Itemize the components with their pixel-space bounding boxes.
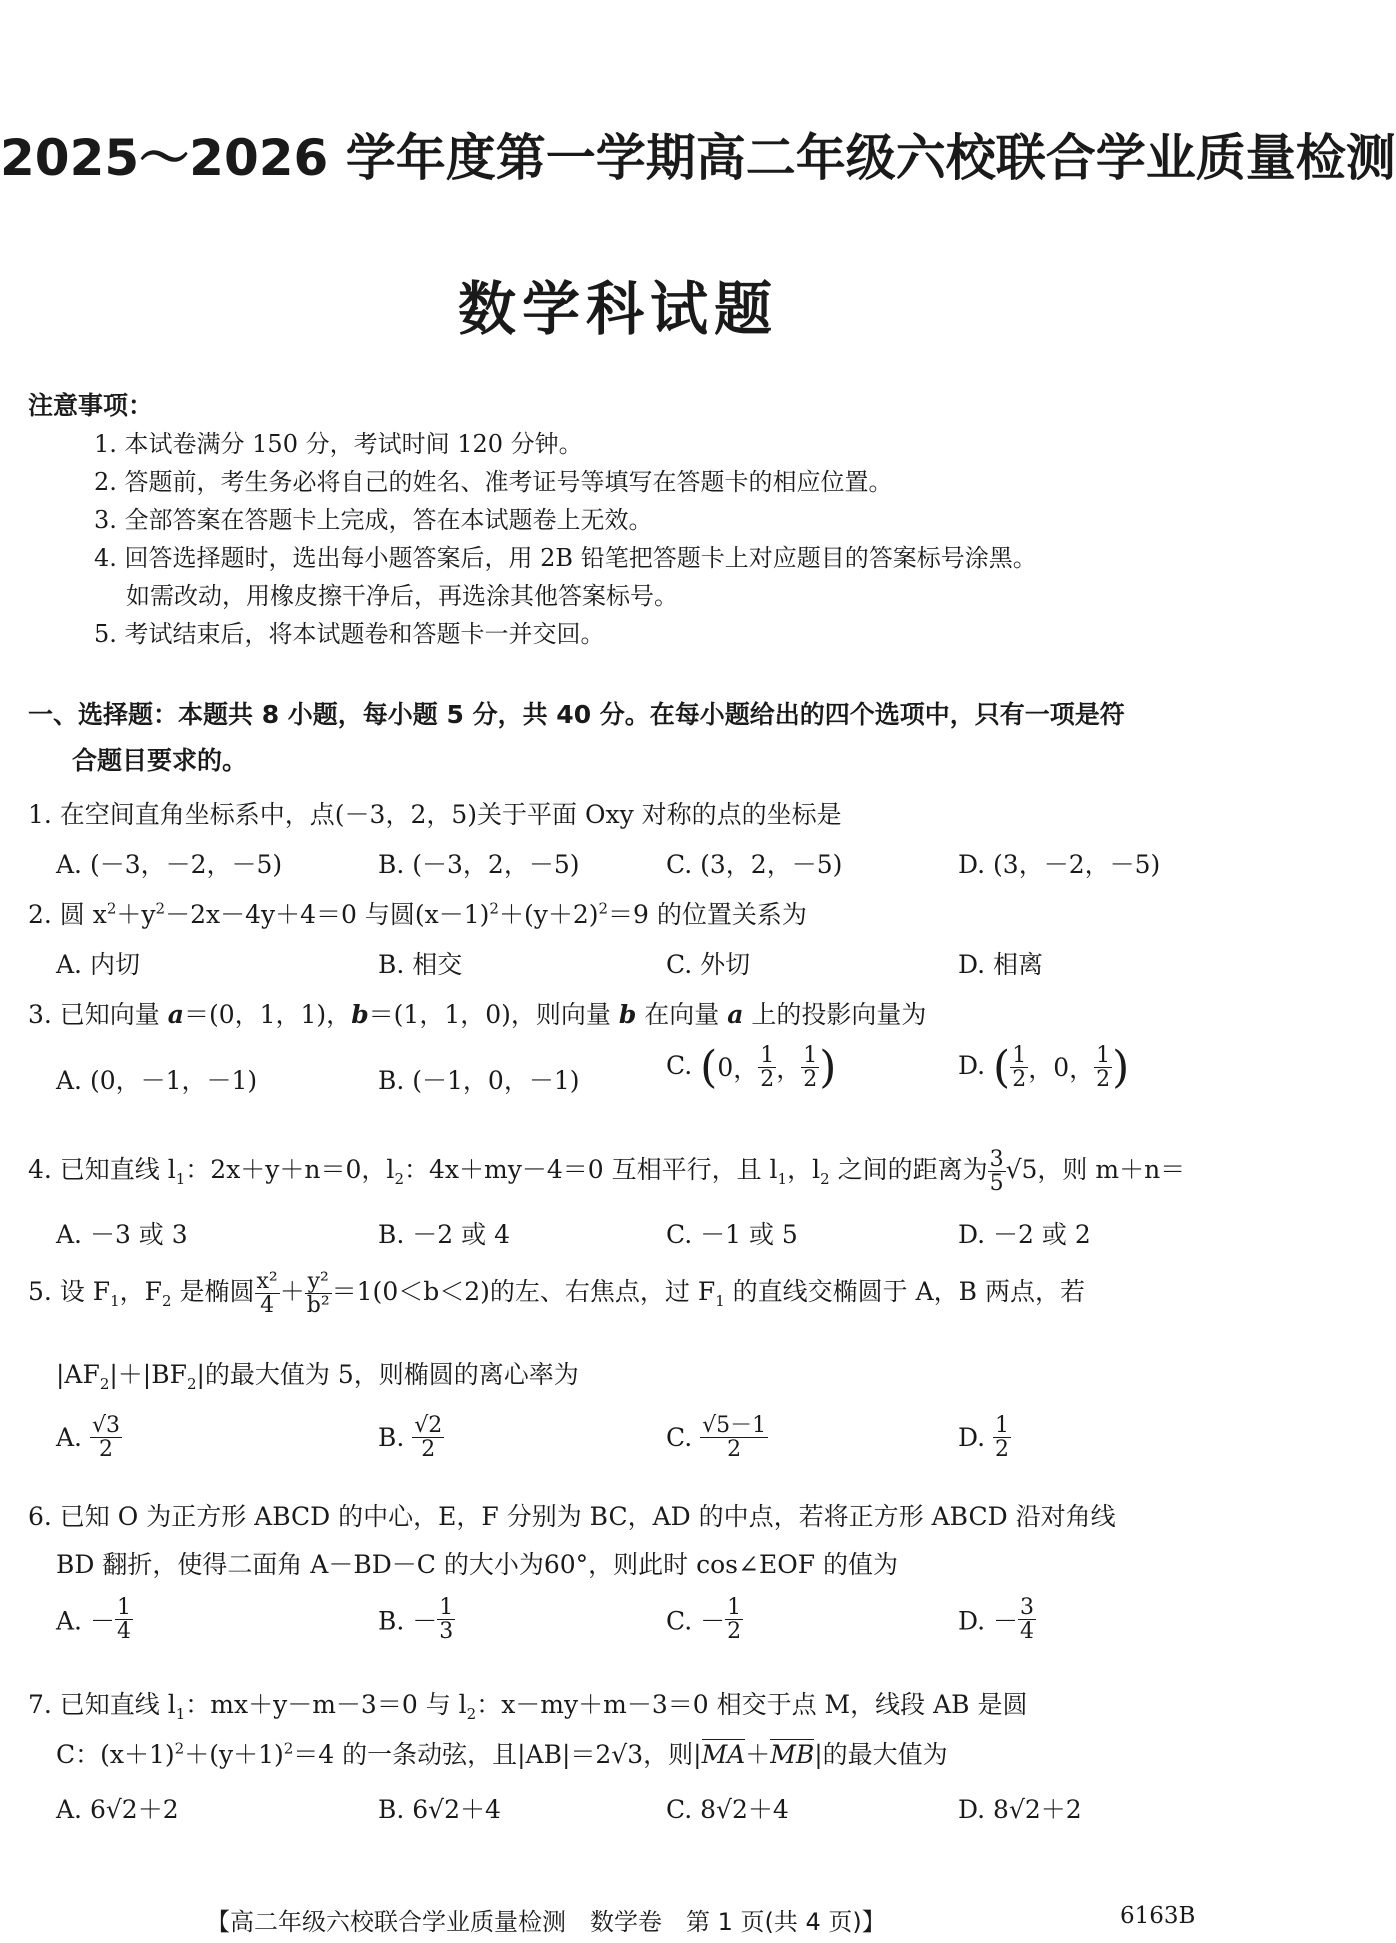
question-6-option-d bbox=[958, 1596, 1036, 1643]
question-3-option-d bbox=[958, 1042, 1129, 1093]
numerator: √2 bbox=[414, 1413, 443, 1438]
exam-subtitle: 数学科试题 bbox=[457, 275, 778, 343]
superscript: 2 bbox=[174, 1739, 185, 1758]
question-6-option-b bbox=[378, 1596, 455, 1643]
notice-item-4-continued: 如需改动，用橡皮擦干净后，再选涂其他答案标号。 bbox=[126, 582, 678, 610]
plus: ＋ bbox=[745, 1740, 771, 1769]
q4-part: √5，则 m＋n＝ bbox=[1005, 1155, 1186, 1185]
vector-b: b bbox=[351, 1000, 369, 1029]
fraction bbox=[993, 1414, 1011, 1461]
q5-part: 5. 设 F bbox=[28, 1277, 111, 1307]
vector-a: a bbox=[727, 1000, 744, 1029]
option-label: D. － bbox=[958, 1606, 1019, 1636]
numerator: y² bbox=[305, 1270, 332, 1294]
numerator: 1 bbox=[995, 1413, 1010, 1438]
fraction bbox=[255, 1270, 280, 1317]
question-7-option-a: A. 6√2＋2 bbox=[56, 1795, 179, 1824]
q5-part: 的直线交椭圆于 A，B 两点，若 bbox=[724, 1277, 1086, 1307]
q3-part: ＝(1，1，0)，则向量 bbox=[368, 1000, 619, 1029]
q2-part: ＋(y＋2) bbox=[498, 900, 599, 929]
option-label: D. bbox=[958, 1423, 994, 1453]
question-7-stem-cont bbox=[56, 1735, 948, 1771]
value: 0 bbox=[1053, 1053, 1070, 1082]
subscript: 2 bbox=[162, 1292, 172, 1311]
q3-part: 上的投影向量为 bbox=[743, 1000, 927, 1029]
fraction bbox=[115, 1596, 133, 1643]
denominator: 5 bbox=[989, 1171, 1004, 1197]
q5-part: |的最大值为 5，则椭圆的离心率为 bbox=[196, 1360, 579, 1389]
paren: ) bbox=[819, 1042, 837, 1093]
vector-mb: MB bbox=[770, 1740, 815, 1769]
question-5-stem bbox=[28, 1270, 1085, 1317]
question-1-option-c: C. (3，2，－5) bbox=[666, 850, 843, 879]
q4-part: 4. 已知直线 l bbox=[28, 1155, 176, 1185]
subscript: 2 bbox=[466, 1705, 477, 1723]
numerator: 1 bbox=[803, 1042, 818, 1068]
question-6-option-c bbox=[666, 1596, 743, 1643]
denominator: 2 bbox=[803, 1067, 818, 1092]
q5-part: 是椭圆 bbox=[171, 1277, 255, 1307]
denominator: 2 bbox=[727, 1619, 742, 1645]
denominator: 2 bbox=[421, 1437, 436, 1463]
question-2-option-d: D. 相离 bbox=[958, 950, 1044, 979]
q7-part: ＝4 的一条动弦，且|AB|＝2√3，则| bbox=[293, 1740, 702, 1769]
denominator: 4 bbox=[116, 1619, 131, 1645]
paper-code: 6163B bbox=[1120, 1903, 1196, 1929]
fraction bbox=[725, 1596, 743, 1643]
fraction bbox=[1094, 1044, 1112, 1091]
question-3-option-a: A. (0，－1，－1) bbox=[56, 1066, 258, 1095]
option-label: D. bbox=[958, 1051, 994, 1080]
option-label: B. － bbox=[378, 1606, 438, 1636]
paren: ( bbox=[993, 1042, 1011, 1093]
question-5-option-c bbox=[666, 1414, 768, 1461]
q3-part: ＝(0，1，1)， bbox=[183, 1000, 352, 1029]
paren: ) bbox=[1112, 1042, 1130, 1093]
fraction bbox=[1018, 1596, 1036, 1643]
q2-sup: 2 bbox=[155, 899, 166, 918]
notice-heading: 注意事项： bbox=[28, 391, 154, 420]
option-label: C. bbox=[666, 1051, 701, 1080]
vector-a: a bbox=[167, 1000, 184, 1029]
q5-part: ＝1(0＜b＜2)的左、右焦点，过 F bbox=[331, 1277, 716, 1307]
numerator: x² bbox=[256, 1269, 278, 1294]
numerator: 1 bbox=[116, 1595, 131, 1620]
subscript: 1 bbox=[777, 1170, 788, 1189]
subscript: 2 bbox=[394, 1170, 404, 1189]
q5-part: ＋ bbox=[279, 1277, 305, 1307]
denominator: 2 bbox=[1012, 1067, 1027, 1092]
q4-part: ：4x＋my－4＝0 互相平行，且 l bbox=[403, 1155, 778, 1185]
superscript: 2 bbox=[283, 1739, 294, 1758]
exam-title: 2025～2026 学年度第一学期高二年级六校联合学业质量检测 bbox=[0, 129, 1396, 187]
comma: ， bbox=[776, 1054, 802, 1084]
q3-part: 在向量 bbox=[636, 1000, 728, 1029]
paren: ( bbox=[700, 1042, 718, 1093]
question-6-stem-cont: BD 翻折，使得二面角 A－BD－C 的大小为60°，则此时 cos∠EOF 的值为 bbox=[56, 1550, 898, 1579]
q2-part: 2. 圆 x bbox=[28, 900, 107, 929]
question-1-option-a: A. (－3，－2，－5) bbox=[56, 850, 283, 879]
q4-part: ：2x＋y＋n＝0，l bbox=[185, 1155, 395, 1185]
numerator: 3 bbox=[1020, 1595, 1035, 1620]
question-1-option-b: B. (－3，2，－5) bbox=[378, 850, 580, 879]
question-3-stem bbox=[28, 995, 926, 1031]
question-5-option-b bbox=[378, 1414, 444, 1461]
question-5-stem-cont bbox=[56, 1355, 579, 1393]
q7-part: 7. 已知直线 l bbox=[28, 1690, 176, 1719]
numerator: 1 bbox=[760, 1042, 775, 1068]
q2-part: ＝9 的位置关系为 bbox=[608, 900, 807, 929]
numerator: √5－1 bbox=[702, 1413, 767, 1438]
option-label: A. bbox=[56, 1423, 90, 1453]
question-6-option-a bbox=[56, 1596, 133, 1643]
question-4-option-b: B. －2 或 4 bbox=[378, 1220, 510, 1249]
question-1-option-d: D. (3，－2，－5) bbox=[958, 850, 1161, 879]
question-2-stem bbox=[28, 895, 807, 931]
denominator: 2 bbox=[995, 1437, 1010, 1463]
subscript: 2 bbox=[820, 1170, 830, 1189]
question-7-option-d: D. 8√2＋2 bbox=[958, 1795, 1082, 1824]
question-2-option-c: C. 外切 bbox=[666, 950, 751, 979]
q5-part: |AF bbox=[56, 1360, 100, 1389]
q2-sup: 2 bbox=[106, 899, 117, 918]
question-5-option-a bbox=[56, 1414, 122, 1461]
numerator: 3 bbox=[989, 1147, 1004, 1172]
fraction bbox=[305, 1270, 332, 1317]
denominator: 2 bbox=[98, 1437, 113, 1463]
notice-item-3: 3. 全部答案在答题卡上完成，答在本试题卷上无效。 bbox=[94, 506, 653, 534]
q4-part: ，l bbox=[787, 1155, 821, 1185]
q2-sup: 2 bbox=[598, 899, 609, 918]
notice-item-1: 1. 本试卷满分 150 分，考试时间 120 分钟。 bbox=[94, 430, 583, 458]
denominator: 2 bbox=[727, 1437, 742, 1463]
fraction bbox=[437, 1596, 455, 1643]
q4-part: 之间的距离为 bbox=[829, 1155, 988, 1185]
notice-item-4: 4. 回答选择题时，选出每小题答案后，用 2B 铅笔把答题卡上对应题目的答案标号涂黑。 bbox=[94, 544, 1037, 572]
question-3-option-b: B. (－1，0，－1) bbox=[378, 1066, 580, 1095]
q2-part: ＋y bbox=[116, 900, 156, 929]
notice-item-2: 2. 答题前，考生务必将自己的姓名、准考证号等填写在答题卡的相应位置。 bbox=[94, 468, 893, 496]
option-label: A. － bbox=[56, 1606, 115, 1636]
question-6-stem: 6. 已知 O 为正方形 ABCD 的中心，E，F 分别为 BC，AD 的中点，若将正方形 ABCD 沿对角线 bbox=[28, 1502, 1116, 1531]
q7-part: C：(x＋1) bbox=[56, 1740, 175, 1769]
question-7-option-b: B. 6√2＋4 bbox=[378, 1795, 501, 1824]
fraction bbox=[1010, 1044, 1028, 1091]
comma: ， bbox=[1069, 1054, 1095, 1084]
fraction bbox=[90, 1414, 122, 1461]
numerator: 1 bbox=[1096, 1042, 1111, 1068]
question-7-option-c: C. 8√2＋4 bbox=[666, 1795, 789, 1824]
numerator: 1 bbox=[439, 1595, 454, 1620]
fraction bbox=[758, 1044, 776, 1091]
q5-part: ，F bbox=[119, 1277, 162, 1307]
numerator: 1 bbox=[1012, 1042, 1027, 1068]
fraction bbox=[801, 1044, 819, 1091]
fraction bbox=[988, 1148, 1006, 1195]
question-4-stem bbox=[28, 1148, 1185, 1195]
question-4-option-c: C. －1 或 5 bbox=[666, 1220, 798, 1249]
q7-part: |的最大值为 bbox=[814, 1740, 948, 1769]
denominator: b² bbox=[306, 1293, 330, 1319]
q7-part: ：x－my＋m－3＝0 相交于点 M，线段 AB 是圆 bbox=[476, 1690, 1028, 1719]
question-2-option-b: B. 相交 bbox=[378, 950, 463, 979]
numerator: 1 bbox=[727, 1595, 742, 1620]
q3-part: 3. 已知向量 bbox=[28, 1000, 168, 1029]
subscript: 1 bbox=[175, 1705, 186, 1723]
subscript: 1 bbox=[715, 1292, 725, 1311]
subscript: 1 bbox=[175, 1170, 186, 1189]
question-7-stem bbox=[28, 1685, 1027, 1723]
vector-b: b bbox=[618, 1000, 637, 1029]
value: 0 bbox=[717, 1053, 734, 1082]
denominator: 4 bbox=[1020, 1619, 1035, 1645]
page-footer: 【高二年级六校联合学业质量检测 数学卷 第 1 页(共 4 页)】 bbox=[206, 1908, 886, 1936]
question-4-option-a: A. －3 或 3 bbox=[56, 1220, 188, 1249]
denominator: 4 bbox=[260, 1293, 275, 1319]
question-4-option-d: D. －2 或 2 bbox=[958, 1220, 1091, 1249]
fraction bbox=[412, 1414, 444, 1461]
denominator: 2 bbox=[1096, 1067, 1111, 1092]
numerator: √3 bbox=[91, 1413, 120, 1438]
notice-item-5: 5. 考试结束后，将本试题卷和答题卡一并交回。 bbox=[94, 620, 605, 648]
denominator: 3 bbox=[439, 1619, 454, 1645]
subscript: 2 bbox=[186, 1375, 197, 1393]
section-heading-cont: 合题目要求的。 bbox=[72, 746, 248, 775]
question-1-stem: 1. 在空间直角坐标系中，点(－3，2，5)关于平面 Oxy 对称的点的坐标是 bbox=[28, 800, 842, 829]
question-5-option-d bbox=[958, 1414, 1011, 1461]
comma: ， bbox=[1028, 1054, 1054, 1084]
option-label: B. bbox=[378, 1423, 413, 1453]
q5-part: |＋|BF bbox=[109, 1360, 187, 1389]
subscript: 1 bbox=[110, 1292, 120, 1311]
vector-ma: MA bbox=[701, 1740, 746, 1769]
option-label: C. － bbox=[666, 1606, 726, 1636]
q2-sup: 2 bbox=[489, 899, 499, 918]
option-label: C. bbox=[666, 1423, 701, 1453]
q7-part: ＋(y＋1) bbox=[184, 1740, 284, 1769]
denominator: 2 bbox=[760, 1067, 775, 1092]
q2-part: －2x－4y＋4＝0 与圆(x－1) bbox=[165, 900, 490, 929]
subscript: 2 bbox=[99, 1375, 110, 1393]
section-heading: 一、选择题：本题共 8 小题，每小题 5 分，共 40 分。在每小题给出的四个选项中，只有一项是符 bbox=[28, 700, 1125, 729]
question-3-option-c bbox=[666, 1042, 836, 1093]
question-2-option-a: A. 内切 bbox=[56, 950, 140, 979]
q7-part: ：mx＋y－m－3＝0 与 l bbox=[185, 1690, 467, 1719]
fraction bbox=[700, 1414, 768, 1461]
comma: ， bbox=[733, 1054, 759, 1084]
